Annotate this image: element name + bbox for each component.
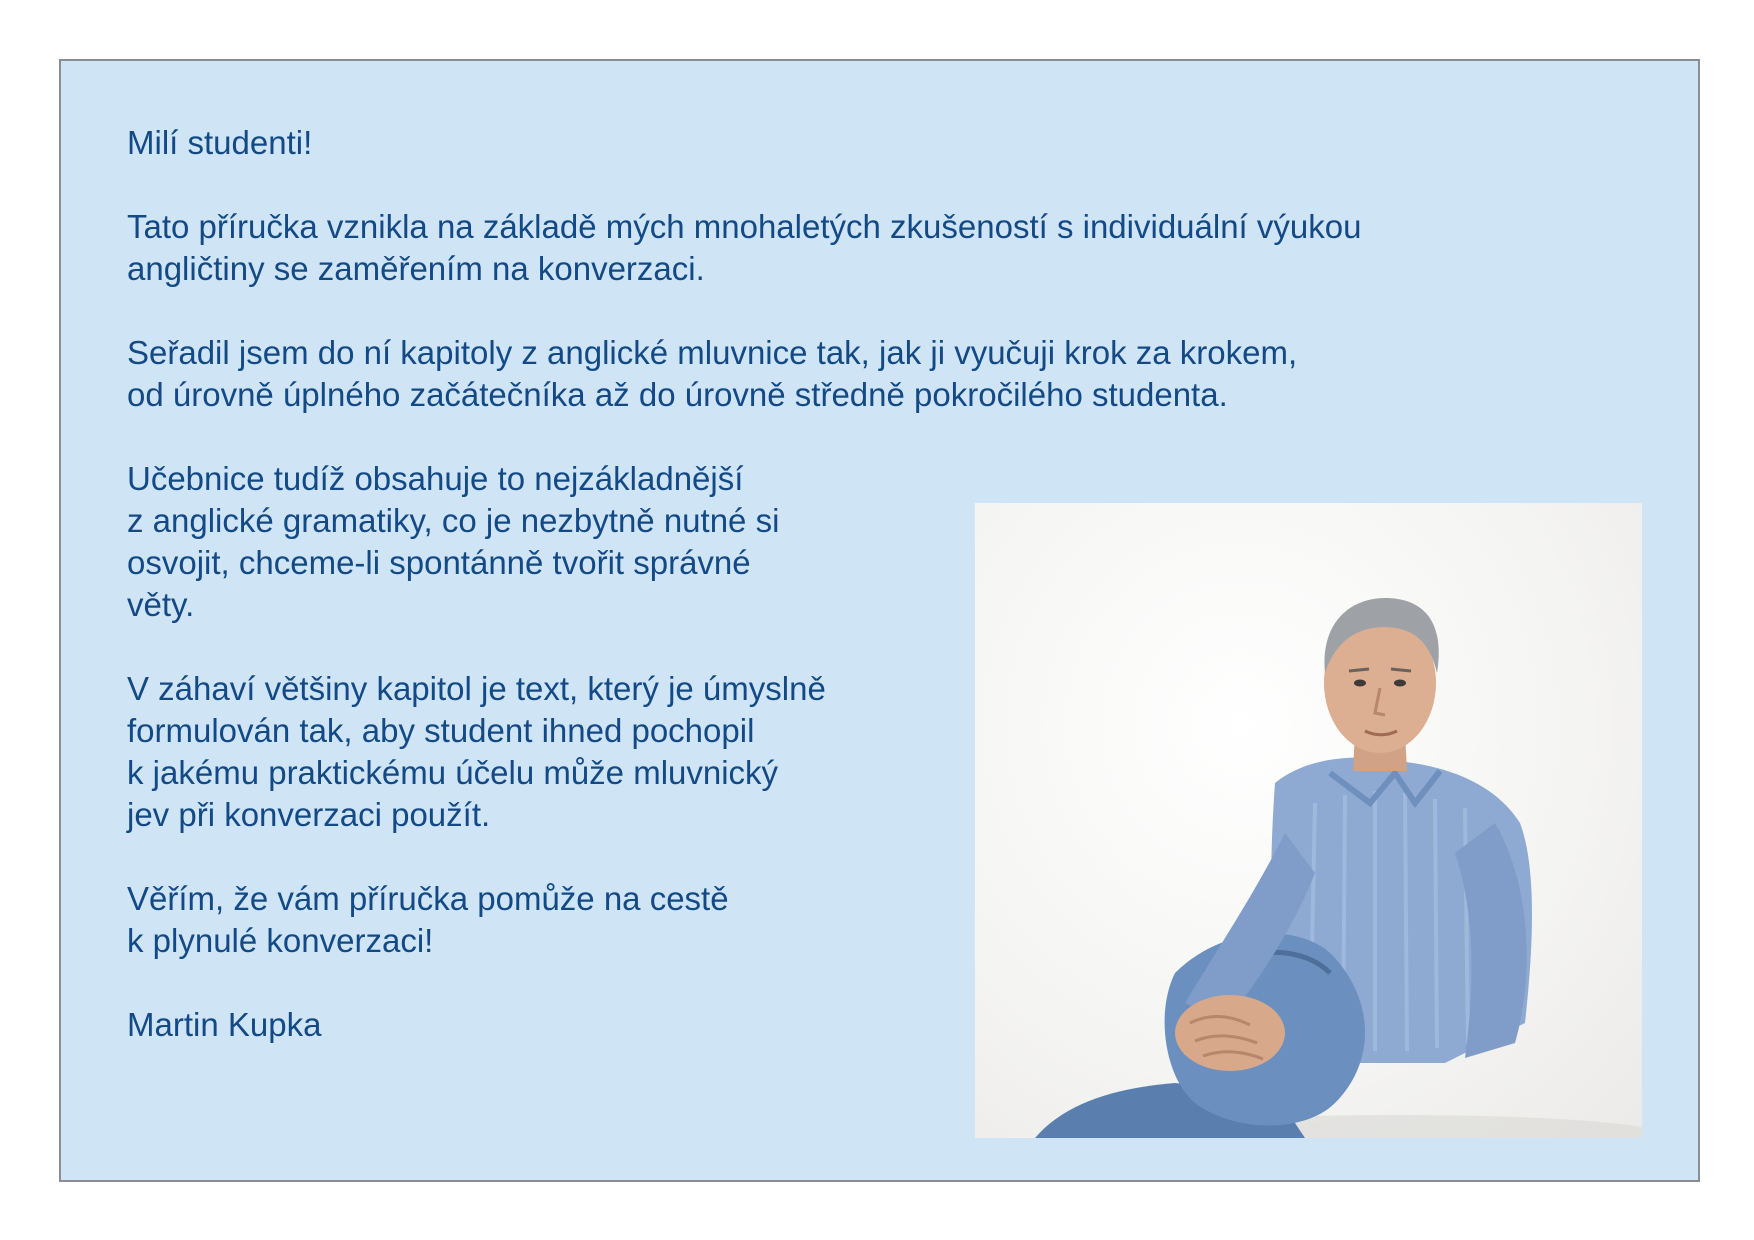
paragraph-5-line-2: k plynulé konverzaci! — [127, 922, 434, 959]
paragraph-2-line-1: Seřadil jsem do ní kapitoly z anglické mluvnice tak, jak ji vyučuji krok za krokem, — [127, 334, 1298, 371]
paragraph-4-line-4: jev při konverzaci použít. — [127, 796, 491, 833]
paragraph-4-line-3: k jakému praktickému účelu může mluvnický — [127, 754, 779, 791]
paragraph-1-line-1: Tato příručka vznikla na základě mých mnohaletých zkušeností s individuální výukou — [127, 208, 1362, 245]
author-photo — [975, 503, 1642, 1138]
paragraph-4-line-1: V záhaví většiny kapitol je text, který je úmyslně — [127, 670, 826, 707]
paragraph-2-line-2: od úrovně úplného začátečníka až do úrovně středně pokročilého studenta. — [127, 376, 1228, 413]
paragraph-3-line-1: Učebnice tudíž obsahuje to nejzákladnější — [127, 460, 744, 497]
paragraph-4-line-2: formulován tak, aby student ihned pochopil — [127, 712, 755, 749]
greeting: Milí studenti! — [127, 124, 313, 161]
paragraph-3-line-3: osvojit, chceme-li spontánně tvořit správné — [127, 544, 751, 581]
paragraph-3-line-2: z anglické gramatiky, co je nezbytně nutné si — [127, 502, 780, 539]
paragraph-5-line-1: Věřím, že vám příručka pomůže na cestě — [127, 880, 729, 917]
signature: Martin Kupka — [127, 1006, 322, 1043]
paragraph-1-line-2: angličtiny se zaměřením na konverzaci. — [127, 250, 705, 287]
author-portrait-illustration — [975, 503, 1642, 1138]
paragraph-3-line-4: věty. — [127, 586, 195, 623]
